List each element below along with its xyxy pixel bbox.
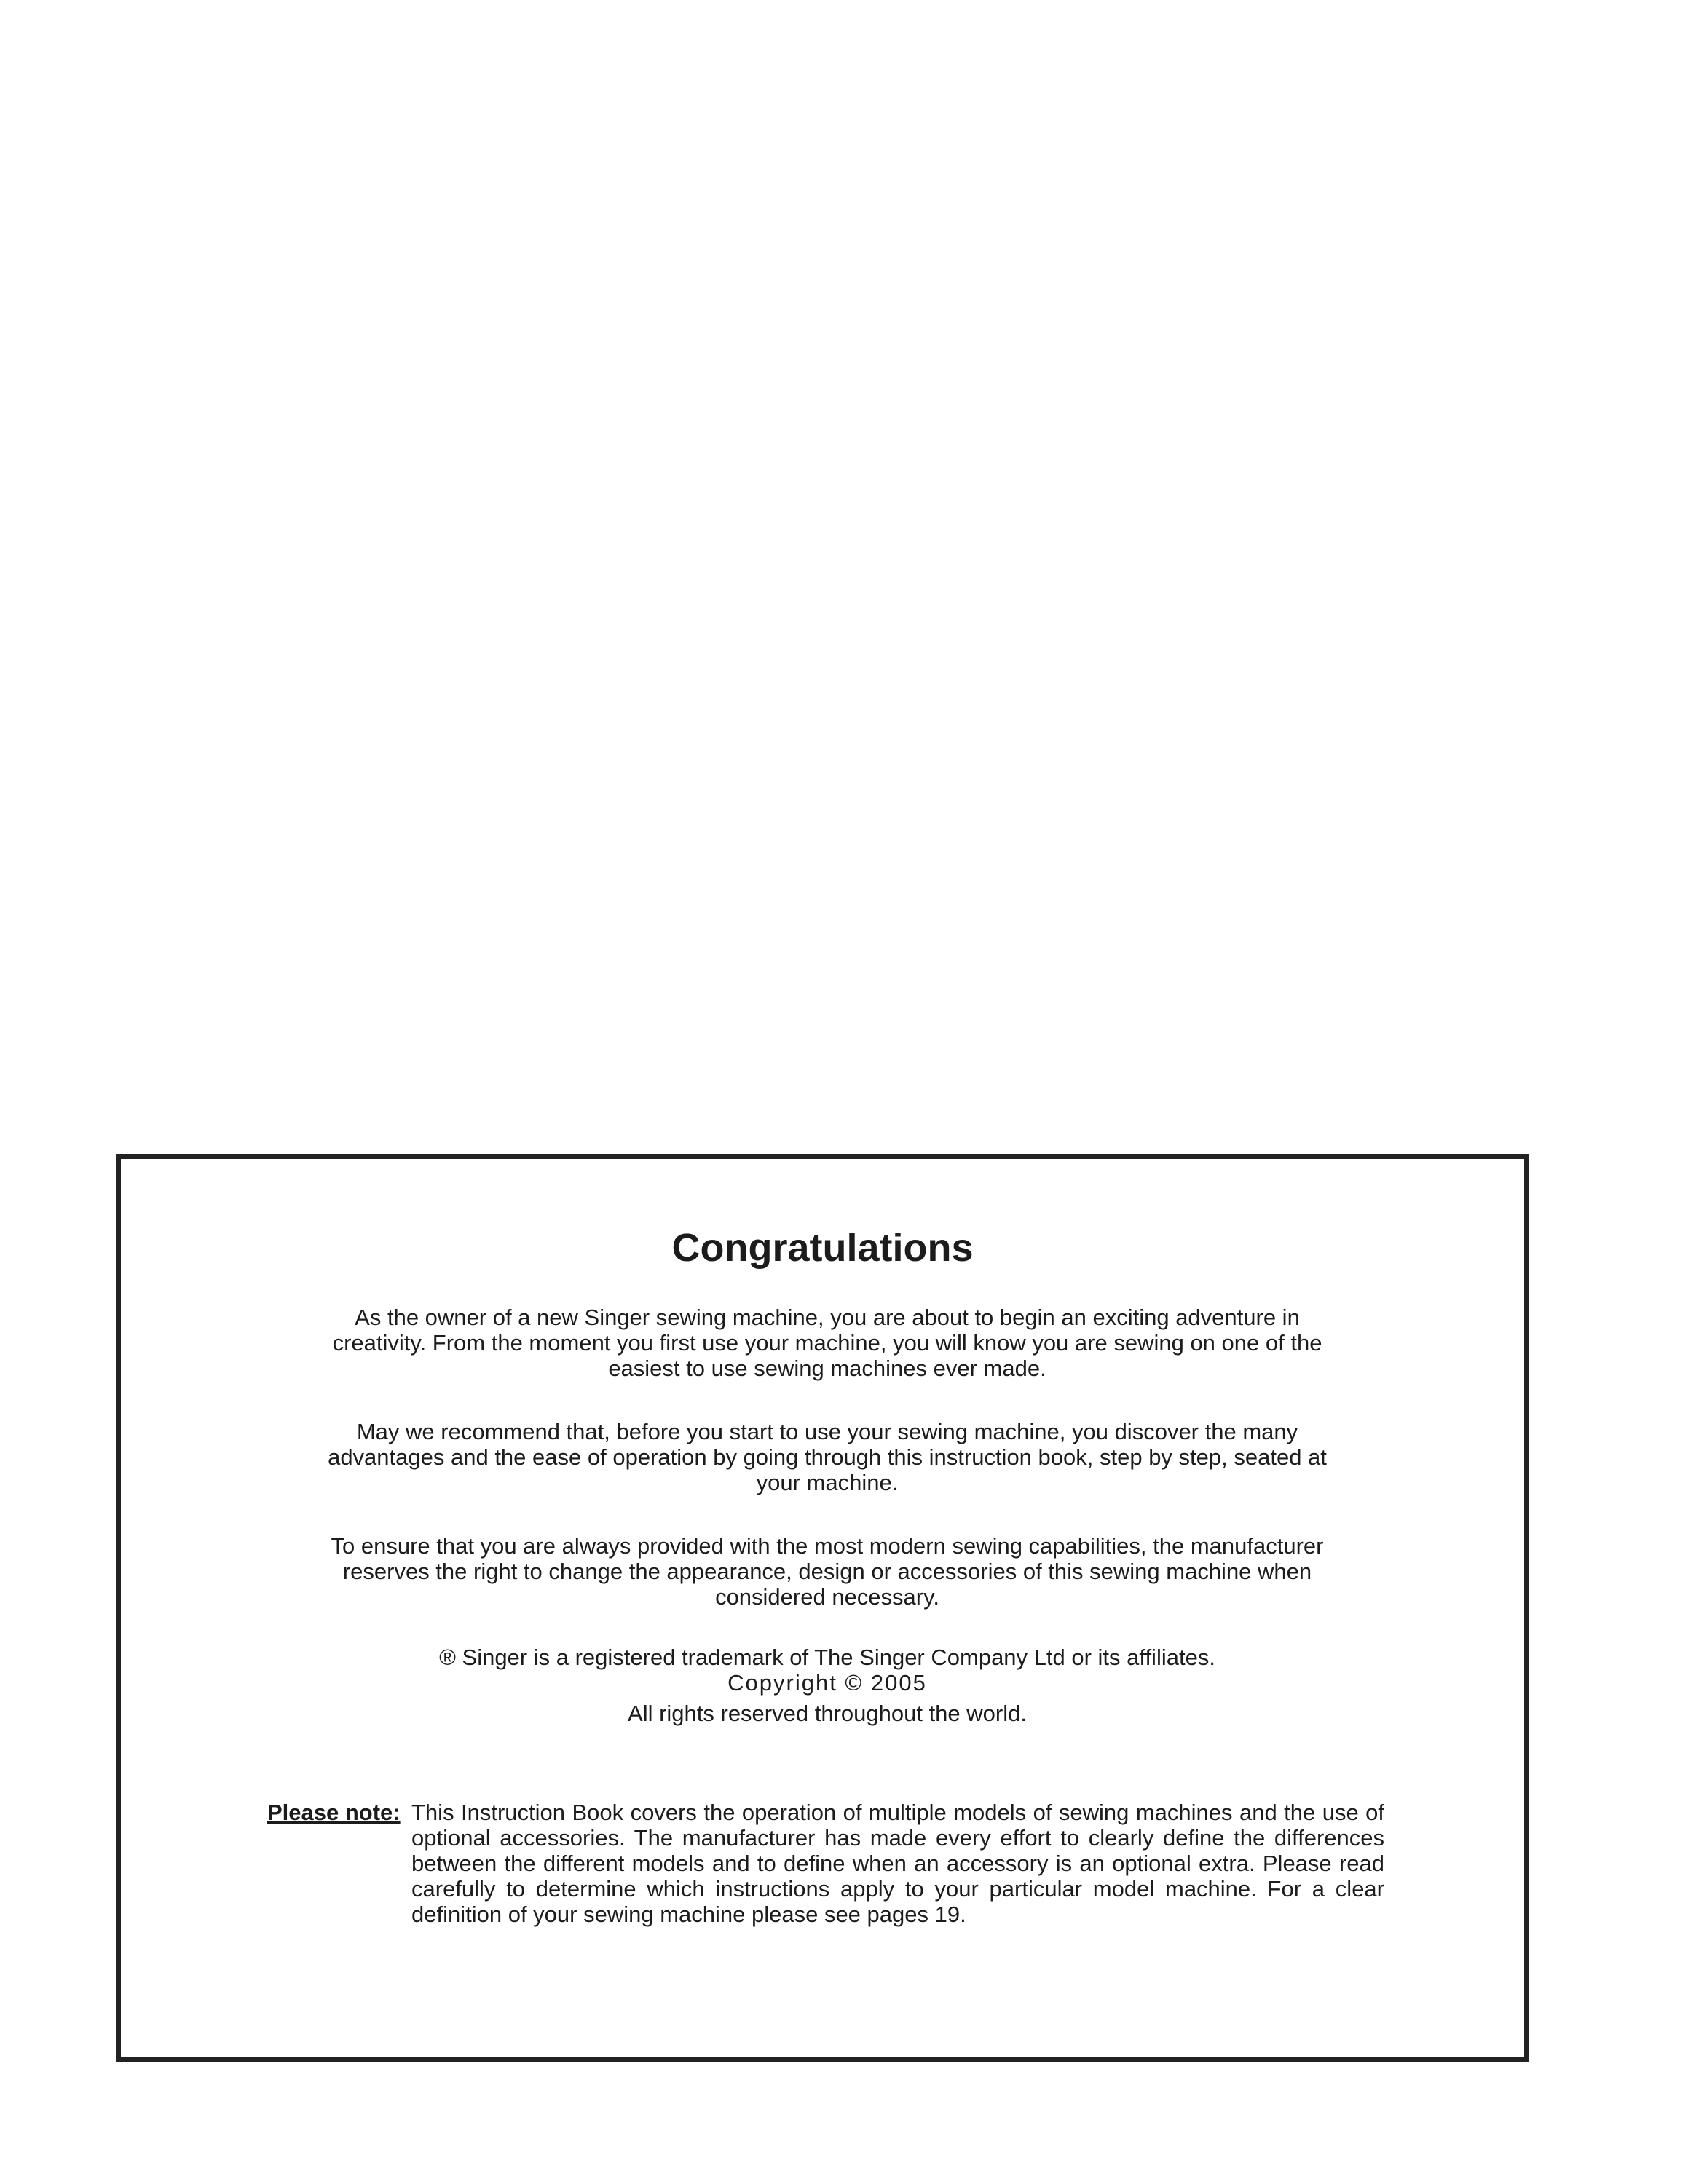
rights-line: All rights reserved throughout the world. — [628, 1701, 1027, 1726]
copyright-line: Copyright © 2005 — [727, 1670, 927, 1696]
please-note-text: This Instruction Book covers the operation of multiple models of sewing machines and the use of optional accessories. The manufacturer has made every effort to clearly define the differences between the different models and to define when an accessory is an optional extra. Please read carefully to determine which instructions apply to your particular model machine. For a clear definition of your sewing machine please see pages 19. — [411, 1800, 1384, 1927]
manufacturer-rights-paragraph: To ensure that you are always provided with the most modern sewing capabilities, the manufacturer reserves the right to change the appearance, design or accessories of this sewing machine when considered necessary. — [331, 1533, 1324, 1610]
trademark-line: ® Singer is a registered trademark of The Singer Company Ltd or its affiliates. — [439, 1645, 1215, 1670]
notice-title: Congratulations — [671, 1226, 974, 1270]
congratulations-notice-box — [116, 1154, 1529, 2062]
intro-paragraph: As the owner of a new Singer sewing machine, you are about to begin an exciting adventure in creativity. From the moment you first use your machine, you will know you are sewing on one of the easiest to use sewing machines ever made. — [332, 1305, 1322, 1381]
recommendation-paragraph: May we recommend that, before you start to use your sewing machine, you discover the many advantages and the ease of operation by going through this instruction book, step by step, seated at your machine. — [328, 1419, 1327, 1495]
please-note-label: Please note: — [267, 1800, 401, 1825]
